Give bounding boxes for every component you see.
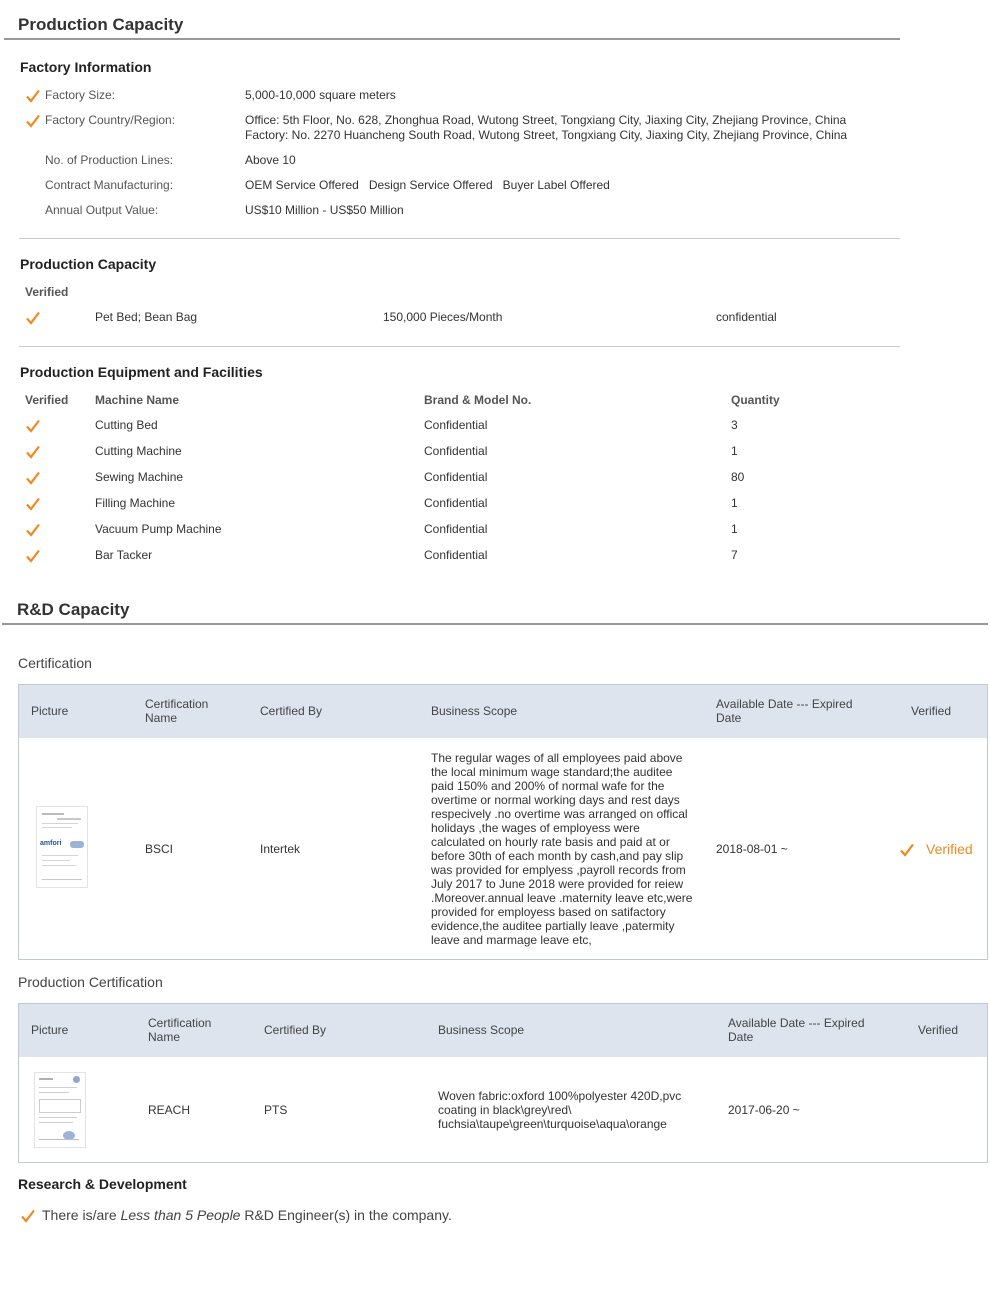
machine-qty: 1 xyxy=(731,444,738,458)
production-lines-label: No. of Production Lines: xyxy=(45,153,174,167)
production-certification-title: Production Certification xyxy=(18,974,163,990)
check-icon xyxy=(26,89,40,103)
check-icon xyxy=(26,311,40,325)
cert-date: 2018-08-01 ~ xyxy=(716,842,788,856)
check-icon xyxy=(26,471,40,485)
rd-text-after: R&D Engineer(s) in the company. xyxy=(240,1207,452,1223)
rd-engineers-text xyxy=(42,1207,452,1223)
reach-certificate-thumbnail[interactable] xyxy=(34,1072,86,1148)
cert-col-scope: Business Scope xyxy=(431,704,518,718)
equipment-header-name: Machine Name xyxy=(95,393,180,407)
machine-name: Vacuum Pump Machine xyxy=(95,522,222,536)
cert-name: BSCI xyxy=(145,842,174,856)
cert-col-date: Available Date --- Expired Date xyxy=(716,697,853,725)
contract-mfg-value: OEM Service Offered Design Service Offered Buyer Label Offered xyxy=(245,178,610,192)
check-icon xyxy=(26,114,40,128)
capacity-verified-header: Verified xyxy=(25,285,69,299)
check-icon xyxy=(21,1209,35,1223)
machine-name: Cutting Machine xyxy=(95,444,182,458)
machine-qty: 7 xyxy=(731,548,738,562)
prod-cert-col-picture: Picture xyxy=(31,1023,69,1037)
prod-cert-col-name: Certification Name xyxy=(148,1016,212,1044)
bsci-certificate-thumbnail[interactable] xyxy=(36,806,88,888)
factory-plant-address: Factory: No. 2270 Huancheng South Road, Wutong Street, Tongxiang City, Jiaxing City, Zhejiang Province, China xyxy=(245,128,848,142)
machine-name: Bar Tacker xyxy=(95,548,153,562)
machine-qty: 3 xyxy=(731,418,738,432)
title-divider xyxy=(4,38,900,40)
machine-name: Sewing Machine xyxy=(95,470,184,484)
cert-scope: The regular wages of all employees paid above the local minimum wage standard;the auditee paid 150% and 200% of normal wafe for the overtime or normal working days and rest days respecively .no overtime was arranged on offical holidays ,the wages of employess were calculated on hourly rate basis and paid at or before 30th of each month by cash,and pay slip was provided for emplyess ,payroll records from July 2017 to June 2018 were provided for reiew .Moreover.annual leave .maternity leave etc,were provided for employess based on satifactory evidence,the auditee partially leave ,patermity leave and marmage leave etc, xyxy=(431,751,693,947)
cert-col-picture: Picture xyxy=(31,704,69,718)
annual-output-label: Annual Output Value: xyxy=(45,203,159,217)
rd-dev-title: Research & Development xyxy=(18,1176,187,1192)
machine-brand: Confidential xyxy=(424,418,488,432)
factory-size-label: Factory Size: xyxy=(45,88,116,102)
machine-qty: 80 xyxy=(731,470,745,484)
capacity-note: confidential xyxy=(716,310,777,324)
rd-title: R&D Capacity xyxy=(17,600,130,619)
check-icon xyxy=(26,419,40,433)
machine-name: Cutting Bed xyxy=(95,418,158,432)
prod-cert-name: REACH xyxy=(148,1103,191,1117)
equipment-header-verified: Verified xyxy=(25,393,69,407)
contract-mfg-label: Contract Manufacturing: xyxy=(45,178,174,192)
check-icon xyxy=(26,497,40,511)
machine-brand: Confidential xyxy=(424,444,488,458)
capacity-title: Production Capacity xyxy=(20,256,157,272)
capacity-product: Pet Bed; Bean Bag xyxy=(95,310,198,324)
factory-region-label: Factory Country/Region: xyxy=(45,113,176,127)
page-title: Production Capacity xyxy=(18,15,184,34)
check-icon xyxy=(26,549,40,563)
cert-verified-badge: Verified xyxy=(926,841,973,857)
prod-cert-col-scope: Business Scope xyxy=(438,1023,525,1037)
cert-col-verified: Verified xyxy=(911,704,952,718)
production-lines-value: Above 10 xyxy=(245,153,296,167)
annual-output-value: US$10 Million - US$50 Million xyxy=(245,203,404,217)
equipment-title: Production Equipment and Facilities xyxy=(20,364,263,380)
certification-title: Certification xyxy=(18,655,92,671)
machine-brand: Confidential xyxy=(424,496,488,510)
factory-office-address: Office: 5th Floor, No. 628, Zhonghua Road, Wutong Street, Tongxiang City, Jiaxing City, Zhejiang Province, China xyxy=(245,113,847,127)
prod-cert-col-date: Available Date --- Expired Date xyxy=(728,1016,865,1044)
rd-text-before: There is/are xyxy=(42,1207,121,1223)
divider xyxy=(19,238,900,239)
amfori-logo-text: amfori xyxy=(40,840,62,847)
equipment-header-quantity: Quantity xyxy=(731,393,780,407)
machine-brand: Confidential xyxy=(424,548,488,562)
prod-cert-scope: Woven fabric:oxford 100%polyester 420D,pvc coating in black\grey\red\ fuchsia\taupe\green\turquoise\aqua\orange xyxy=(438,1089,682,1131)
rd-divider xyxy=(2,623,988,625)
equipment-header-brand: Brand & Model No. xyxy=(424,393,532,407)
check-icon xyxy=(26,523,40,537)
factory-info-title: Factory Information xyxy=(20,59,152,75)
machine-qty: 1 xyxy=(731,496,738,510)
prod-cert-col-by: Certified By xyxy=(264,1023,327,1037)
prod-cert-col-verified: Verified xyxy=(918,1023,959,1037)
cert-by: Intertek xyxy=(260,842,301,856)
divider xyxy=(19,346,900,347)
rd-text-emphasis: Less than 5 People xyxy=(120,1207,241,1223)
check-icon xyxy=(900,843,914,857)
machine-brand: Confidential xyxy=(424,522,488,536)
capacity-amount: 150,000 Pieces/Month xyxy=(383,310,503,324)
machine-qty: 1 xyxy=(731,522,738,536)
cert-col-by: Certified By xyxy=(260,704,323,718)
machine-name: Filling Machine xyxy=(95,496,176,510)
prod-cert-date: 2017-06-20 ~ xyxy=(728,1103,800,1117)
cert-col-name: Certification Name xyxy=(145,697,209,725)
check-icon xyxy=(26,445,40,459)
factory-size-value: 5,000-10,000 square meters xyxy=(245,88,396,102)
prod-cert-by: PTS xyxy=(264,1103,288,1117)
machine-brand: Confidential xyxy=(424,470,488,484)
